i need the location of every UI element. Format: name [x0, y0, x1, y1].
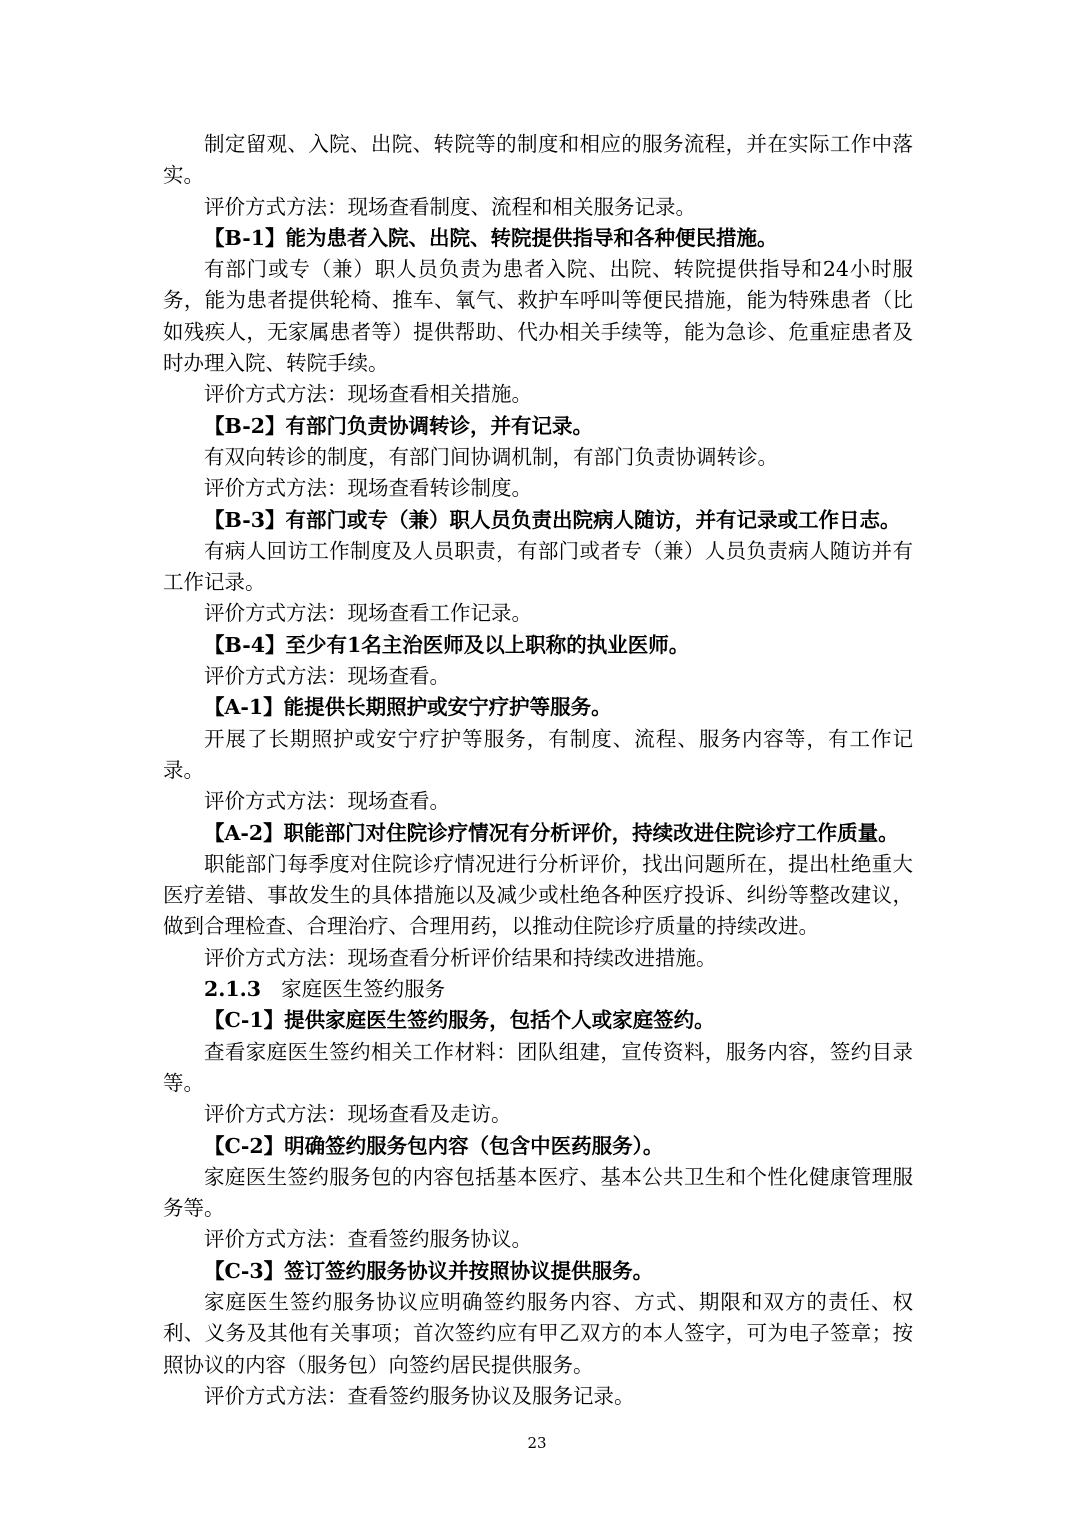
paragraph: 查看家庭医生签约相关工作材料：团队组建，宣传资料，服务内容，签约目录等。 [163, 1039, 913, 1095]
criterion-heading: 【B-2】有部门负责协调转诊，并有记录。 [204, 413, 593, 438]
criterion-heading: 【C-2】明确签约服务包内容（包含中医药服务）。 [204, 1133, 664, 1158]
paragraph: 评价方式方法：现场查看制度、流程和相关服务记录。 [204, 194, 696, 219]
paragraph: 评价方式方法：查看签约服务协议及服务记录。 [204, 1383, 635, 1408]
section-number: 2.1.3 [204, 977, 262, 1002]
paragraph: 评价方式方法：现场查看及走访。 [204, 1102, 512, 1127]
paragraph: 评价方式方法：现场查看工作记录。 [204, 601, 532, 626]
paragraph: 评价方式方法：现场查看分析评价结果和持续改进措施。 [204, 945, 717, 970]
page-number: 23 [527, 1434, 547, 1452]
section-heading [163, 974, 913, 1005]
paragraph: 开展了长期照护或安宁疗护等服务，有制度、流程、服务内容等，有工作记录。 [163, 726, 913, 782]
paragraph: 制定留观、入院、出院、转院等的制度和相应的服务流程，并在实际工作中落实。 [163, 132, 913, 188]
paragraph: 评价方式方法：现场查看。 [204, 789, 450, 814]
paragraph: 家庭医生签约服务包的内容包括基本医疗、基本公共卫生和个性化健康管理服务等。 [163, 1164, 913, 1221]
criterion-heading: 【B-3】有部门或专（兼）职人员负责出院病人随访，并有记录或工作日志。 [204, 507, 901, 532]
criterion-heading: 【B-1】能为患者入院、出院、转院提供指导和各种便民措施。 [204, 225, 778, 250]
paragraph: 评价方式方法：现场查看相关措施。 [204, 382, 532, 407]
criterion-heading: 【C-1】提供家庭医生签约服务，包括个人或家庭签约。 [204, 1008, 715, 1033]
paragraph: 有病人回访工作制度及人员职责，有部门或者专（兼）人员负责病人随访并有工作记录。 [163, 538, 913, 595]
paragraph: 职能部门每季度对住院诊疗情况进行分析评价，找出问题所在，提出杜绝重大医疗差错、事故发生的具体措施以及减少或杜绝各种医疗投诉、纠纷等整改建议，做到合理检查、合理治疗、合理用药，以推动住院诊疗质量的持续改进。 [163, 851, 913, 939]
paragraph: 评价方式方法：现场查看。 [204, 664, 450, 689]
paragraph: 评价方式方法：查看签约服务协议。 [204, 1227, 532, 1252]
paragraph: 有双向转诊的制度，有部门间协调机制，有部门负责协调转诊。 [204, 444, 778, 469]
section-title: 家庭医生签约服务 [281, 977, 446, 1002]
criterion-heading: 【A-1】能提供长期照护或安宁疗护等服务。 [204, 695, 612, 720]
paragraph: 有部门或专（兼）职人员负责为患者入院、出院、转院提供指导和24小时服务，能为患者提供轮椅、推车、氧气、救护车呼叫等便民措施，能为特殊患者（比如残疾人，无家属患者等）提供帮助、代办相关手续等，能为急诊、危重症患者及时办理入院、转院手续。 [163, 257, 913, 376]
document-body [163, 129, 913, 1412]
criterion-heading: 【B-4】至少有1名主治医师及以上职称的执业医师。 [204, 632, 690, 657]
criterion-heading: 【C-3】签订签约服务协议并按照协议提供服务。 [204, 1258, 654, 1283]
paragraph: 家庭医生签约服务协议应明确签约服务内容、方式、期限和双方的责任、权利、义务及其他有关事项；首次签约应有甲乙双方的本人签字，可为电子签章；按照协议的内容（服务包）向签约居民提供服务。 [163, 1289, 913, 1377]
paragraph: 评价方式方法：现场查看转诊制度。 [204, 476, 532, 501]
criterion-heading: 【A-2】职能部门对住院诊疗情况有分析评价，持续改进住院诊疗工作质量。 [204, 820, 899, 845]
